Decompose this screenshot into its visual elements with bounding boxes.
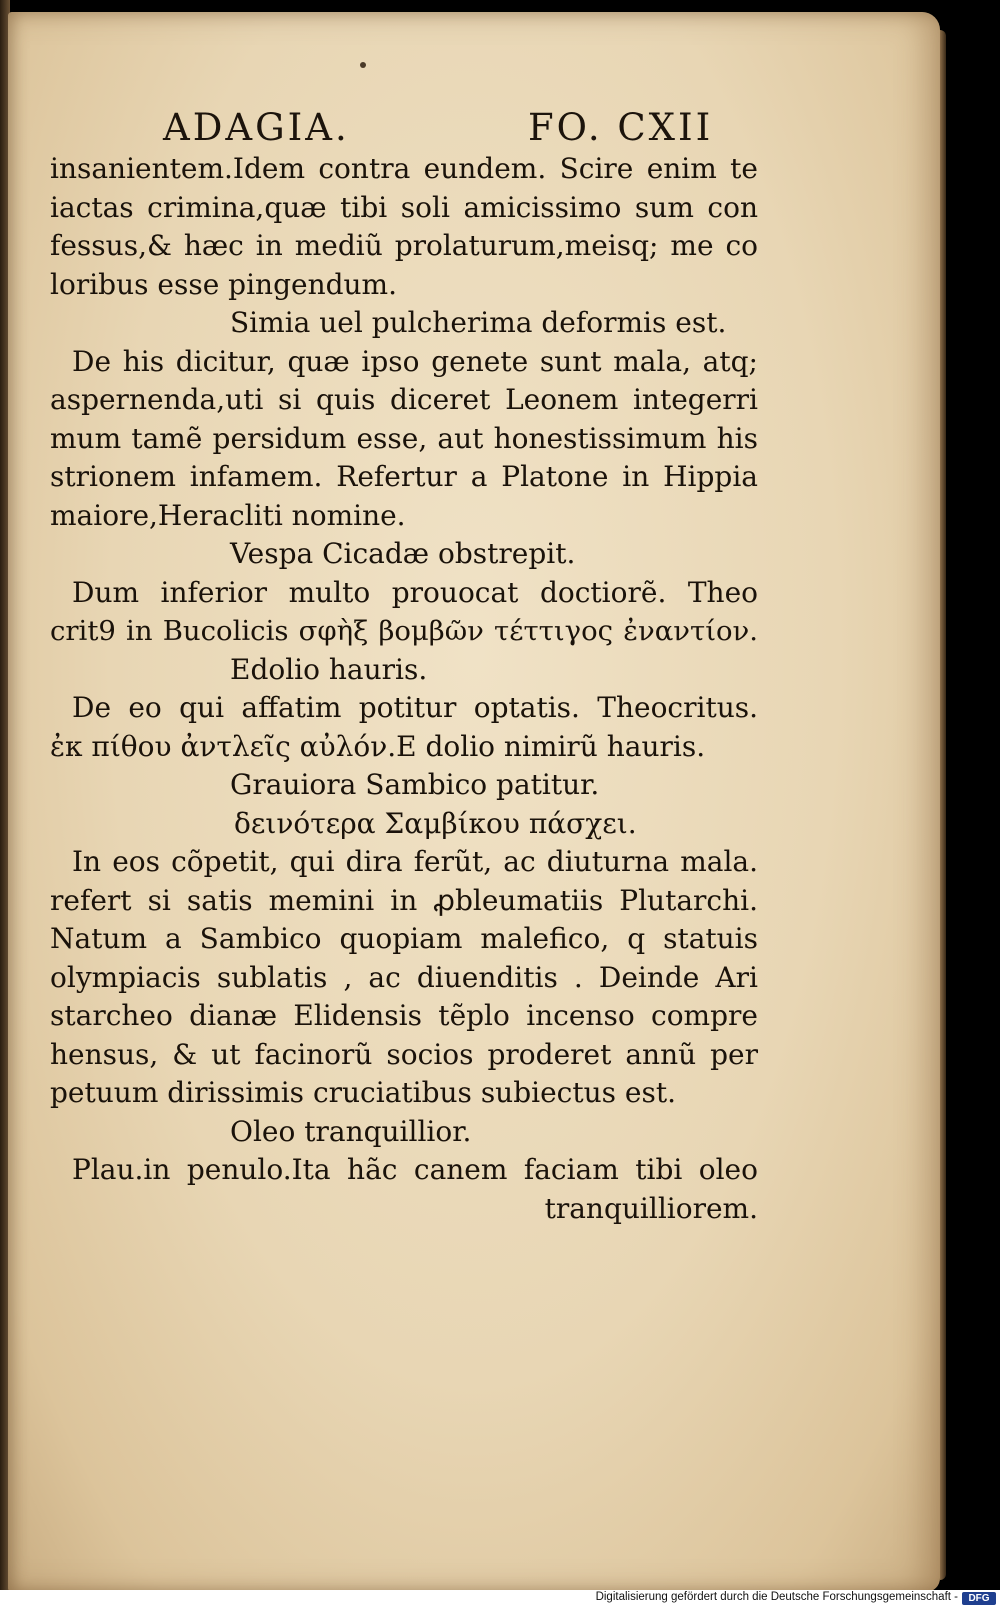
text-line: petuum dirissimis cruciatibus subiectus est.	[50, 1076, 676, 1109]
adage-title: Simia uel pulcherima deformis est.	[230, 306, 727, 339]
text-line: aspernenda,uti si quis diceret Leonem integerri	[50, 383, 758, 416]
text-line: Plau.in penulo.Ita hãc canem faciam tibi oleo	[72, 1153, 758, 1186]
text-line: Natum a Sambico quopiam malefico, q statuis	[50, 922, 758, 955]
adage-title: Vespa Cicadæ obstrepit.	[230, 537, 576, 570]
adage-title: Edolio hauris.	[230, 652, 428, 686]
text-line: Dum inferior multo prouocat doctiorẽ. Theo	[72, 575, 758, 609]
text-line: In eos cõpetit, qui dira ferũt, ac diuturna mala.	[72, 845, 758, 878]
folio-number: FO. CXII	[528, 106, 714, 149]
dfg-logo: DFG	[962, 1592, 996, 1605]
running-head-title: ADAGIA.	[163, 106, 350, 149]
text-line: insanientem.Idem contra eundem. Scire enim te	[50, 152, 758, 185]
text-line: maiore,Heracliti nomine.	[50, 498, 406, 532]
text-line: iactas crimina,quæ tibi soli amicissimo sum con	[50, 190, 758, 224]
text-line: strionem infamem. Refertur a Platone in Hippia	[50, 460, 758, 493]
text-line: loribus esse pingendum.	[50, 267, 398, 301]
text-line: De eo qui affatim potitur optatis. Theocritus.	[72, 691, 758, 724]
text-line: ἐκ πίθου ἀντλεῖς αὐλόν.E dolio nimirũ hauris.	[50, 729, 706, 763]
text-block	[50, 150, 758, 1228]
text-line: crit9 in Bucolicis σφὴξ βομβῶν τέττιγος ἐναντίον.	[50, 615, 758, 647]
text-line: refert si satis memini in ꝓbleumatiis Plutarchi.	[50, 883, 758, 917]
ink-spot	[360, 62, 366, 68]
digitization-footer	[0, 1590, 1000, 1608]
text-line: fessus,& hæc in mediũ prolaturum,meisq; me co	[50, 229, 758, 262]
adage-title: Oleo tranquillior.	[230, 1114, 472, 1148]
text-line: mum tamẽ persidum esse, aut honestissimum his	[50, 421, 758, 455]
adage-title: Grauiora Sambico patitur.	[230, 768, 600, 801]
footer-credit: Digitalisierung gefördert durch die Deutsche Forschungsgemeinschaft -	[595, 1591, 958, 1603]
text-line: hensus, & ut facinorũ socios proderet annũ per	[50, 1037, 758, 1071]
adage-title-greek: δεινότερα Σαμβίκου πάσχει.	[234, 806, 637, 840]
text-line: De his dicitur, quæ ipso genete sunt mala, atq;	[72, 344, 758, 378]
text-line: tranquilliorem.	[544, 1191, 758, 1225]
text-line: starcheo dianæ Elidensis tẽplo incenso compre	[50, 999, 758, 1032]
text-line: olympiacis sublatis , ac diuenditis . Deinde Ari	[50, 960, 758, 994]
page-edge	[940, 30, 946, 1580]
